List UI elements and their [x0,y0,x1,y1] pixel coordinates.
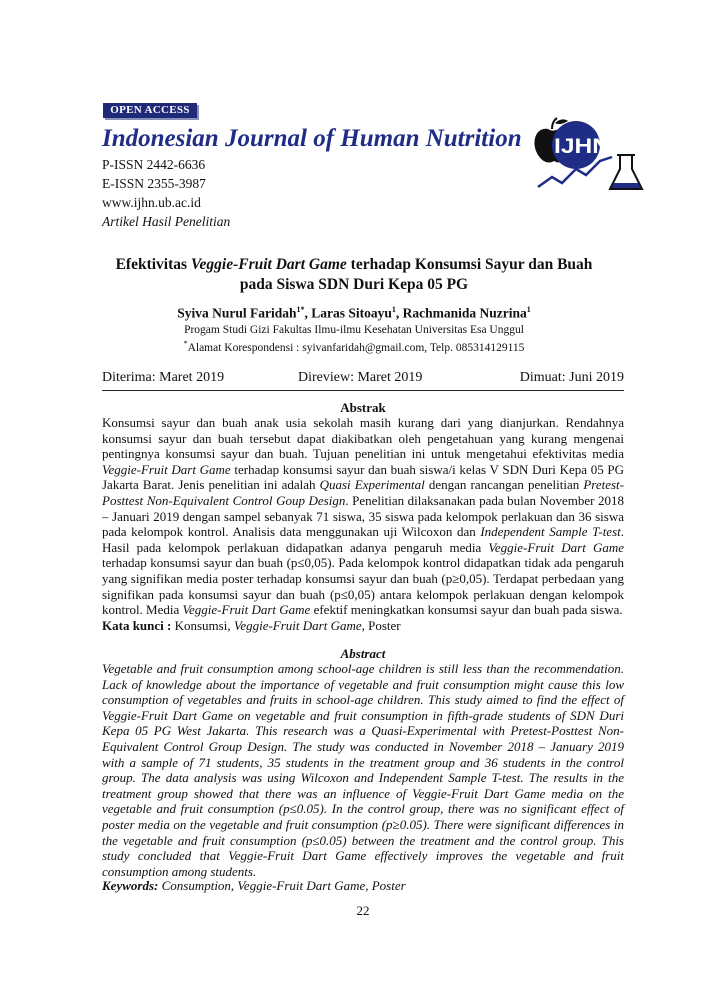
abstract-body: Vegetable and fruit consumption among school-age children is still less than the recommendation. Lack of knowledge about the importance of vegetable and fruit consumption might cause this low consumption of vegetables and fruits in school-age children. This study aimed to find the effect of Veggie-Fruit Dart Game on vegetable and fruit consumption in fifth-grade students of SDN Duri Kepa 05 PG West Jakarta. This research was a Quasi-Experimental with Pretest-Posttest Non-Equivalent Control Group Design. The study was conducted in November 2018 – January 2019 with a sample of 71 students, 35 students in the treatment group and 36 students in the control group. The data analysis was using Wilcoxon and Independent Sample T-test. The results in the treatment group showed that there was an influence of Veggie-Fruit Dart Game media on the vegetable and fruit consumption (p≤0.05). In the control group, there was no significant effect of poster media on the vegetable and fruit consumption (p≥0.05). There were significant differences in the vegetable and fruit consumption (p≤0.05) between the treatment and the control group. This study concluded that Veggie-Fruit Dart Game effectively improves the vegetable and fruit consumption among students. [102,661,624,879]
ijhn-logo [530,115,648,197]
eissn: E-ISSN 2355-3987 [102,176,206,191]
abstract-heading: Abstract [340,646,386,661]
open-access-badge: OPEN ACCESS [103,103,197,118]
journal-title: Indonesian Journal of Human Nutrition [102,125,522,152]
pissn: P-ISSN 2442-6636 [102,157,206,172]
website-link[interactable]: www.ijhn.ub.ac.id [102,195,201,210]
kata-kunci: Kata kunci : Konsumsi, Veggie-Fruit Dart Game, Poster [102,618,401,633]
abstrak-heading: Abstrak [340,400,386,415]
correspondence: *Alamat Korespondensi : syivanfaridah@gmail.com, Telp. 085314129115 [183,339,525,354]
article-title: Efektivitas Veggie-Fruit Dart Game terhadap Konsumsi Sayur dan Buah pada Siswa SDN Duri Kepa 05 PG [115,256,593,293]
date-published: Dimuat: Juni 2019 [519,370,624,385]
article-type: Artikel Hasil Penelitian [102,214,231,229]
keywords: Keywords: Consumption, Veggie-Fruit Dart Game, Poster [102,878,406,893]
date-reviewed: Direview: Maret 2019 [298,370,423,385]
affiliation: Progam Studi Gizi Fakultas Ilmu-ilmu Kesehatan Universitas Esa Unggul [184,324,524,336]
author-list: Syiva Nurul Faridah$^{1*}$, Laras Sitoayu$^1$, Rachmanida Nuzrina$^1$ [177,305,531,321]
page-number: 22 [356,903,370,918]
logo-text: IJHN [554,135,610,158]
abstrak-body: Konsumsi sayur dan buah anak usia sekolah masih kurang dari yang dianjurkan. Rendahnya konsumsi sayur dan buah tersebut dapat diakibatkan oleh pengetahuan yang kurang mengenai pentingnya konsumsi sayur dan buah. Tujuan penelitian ini untuk mengetahui efektivitas media Veggie-Fruit Dart Game terhadap konsumsi sayur dan buah siswa/i kelas V SDN Duri Kepa 05 PG Jakarta Barat. Jenis penelitian ini adalah Quasi Experimental dengan rancangan penelitian Pretest-Posttest Non-Equivalent Control Goup Design. Penelitian dilaksanakan pada bulan November 2018 – Januari 2019 dengan sampel sebanyak 71 siswa, 35 siswa pada kelompok perlakuan dan 36 siswa pada kelompok kontrol. Analisis data menggunakan uji Wilcoxon dan Independent Sample T-test. Hasil pada kelompok perlakuan didapatkan adanya pengaruh media Veggie-Fruit Dart Game terhadap konsumsi sayur dan buah (p≤0,05). Pada kelompok kontrol didapatkan tidak ada pengaruh yang signifikan media poster terhadap konsumsi sayur dan buah (p≥0,05). Terdapat perbedaan yang signifikan pada konsumsi sayur dan buah (p≤0,05) antara kelompok perlakuan dengan kelompok kontrol. Media Veggie-Fruit Dart Game efektif meningkatkan konsumsi sayur dan buah pada siswa. [102,415,624,618]
date-received: Diterima: Maret 2019 [102,370,225,385]
divider [102,390,624,391]
